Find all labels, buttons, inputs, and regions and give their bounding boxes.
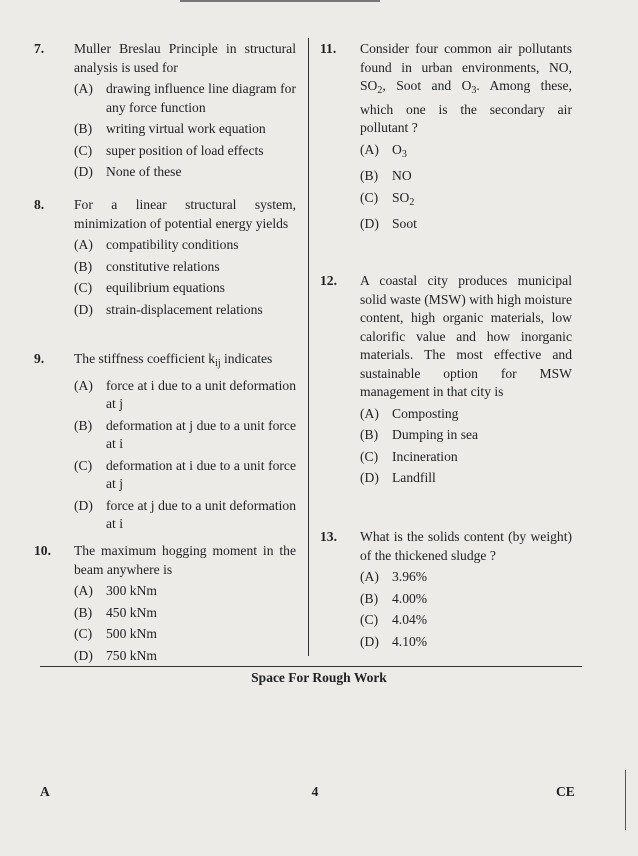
option-d: (D) Landfill [360, 470, 436, 485]
option-c: (C) 500 kNm [74, 626, 157, 641]
question-number: 7. [34, 41, 45, 56]
question-10 [34, 542, 296, 665]
question-7 [34, 40, 296, 182]
question-number: 12. [320, 273, 337, 288]
question-stem: A coastal city produces municipal solid waste (MSW) with high moisture content, high organic materials, low calorific value and how inorganic materials. The most effective and sustainable option for MSW management in that city is [360, 273, 572, 399]
question-number: 10. [34, 543, 51, 558]
option-a: (A) 300 kNm [74, 583, 157, 598]
option-b: (B) Dumping in sea [360, 427, 479, 442]
question-8 [34, 196, 296, 319]
question-stem: Muller Breslau Principle in structural analysis is used for [74, 41, 296, 75]
option-c: (C) super position of load effects [74, 142, 264, 158]
question-number: 8. [34, 197, 45, 212]
option-a: (A) 3.96% [360, 569, 428, 584]
question-stem: What is the solids content (by weight) of the thickened sludge ? [360, 529, 572, 563]
rough-work-divider [40, 666, 582, 667]
question-11 [320, 40, 572, 234]
option-d: (D) None of these [74, 164, 182, 179]
option-d: (D) strain-displacement relations [74, 301, 263, 317]
question-number: 11. [320, 41, 337, 56]
page-number: 4 [311, 784, 319, 799]
booklet-series: A [40, 784, 50, 799]
option-a: (A) Composting [360, 405, 459, 421]
option-d: (D) 750 kNm [74, 647, 157, 663]
question-stem: Consider four common air pollutants found in urban environments, NO, $SO_2$, Soot and $O_3$. Among these, which one is the secondary air pollutant ? [360, 41, 572, 135]
question-number: 13. [320, 529, 337, 544]
column-divider [308, 38, 309, 656]
rough-work-heading: Space For Rough Work [251, 670, 387, 685]
option-c: (C) equilibrium equations [74, 280, 225, 295]
option-b: (B) NO [360, 168, 412, 183]
question-number: 9. [34, 351, 45, 366]
question-9 [34, 350, 296, 534]
option-a: (A) force at i due to a unit deformation at j [74, 377, 296, 411]
option-a: (A) drawing influence line diagram for any force function [74, 81, 296, 115]
option-d: (D) 4.10% [360, 633, 428, 649]
option-c: (C) 4.04% [360, 612, 428, 627]
option-c: (C) Incineration [360, 448, 458, 464]
question-stem: The stiffness coefficient $k_{ij}$ indicates [74, 351, 273, 369]
option-b: (B) 4.00% [360, 590, 428, 606]
option-a: (A) compatibility conditions [74, 237, 239, 252]
option-b: (B) deformation at j due to a unit force at i [74, 417, 296, 451]
option-c: (C) deformation at i due to a unit force at j [74, 457, 296, 491]
scan-edge-mark [625, 770, 626, 830]
question-stem: The maximum hogging moment in the beam anywhere is [74, 543, 296, 577]
option-b: (B) 450 kNm [74, 604, 157, 620]
question-12 [320, 272, 572, 488]
option-a: (A) $O_3$ [360, 141, 407, 160]
subject-code: CE [556, 784, 575, 799]
option-d: (D) force at j due to a unit deformation at i [74, 497, 296, 531]
question-stem: For a linear structural system, minimization of potential energy yields [74, 197, 296, 231]
option-c: (C) $SO_2$ [360, 189, 415, 208]
option-b: (B) writing virtual work equation [74, 121, 266, 136]
question-13 [320, 528, 572, 651]
option-d: (D) Soot [360, 216, 417, 231]
top-rule [180, 0, 380, 2]
option-b: (B) constitutive relations [74, 258, 220, 274]
